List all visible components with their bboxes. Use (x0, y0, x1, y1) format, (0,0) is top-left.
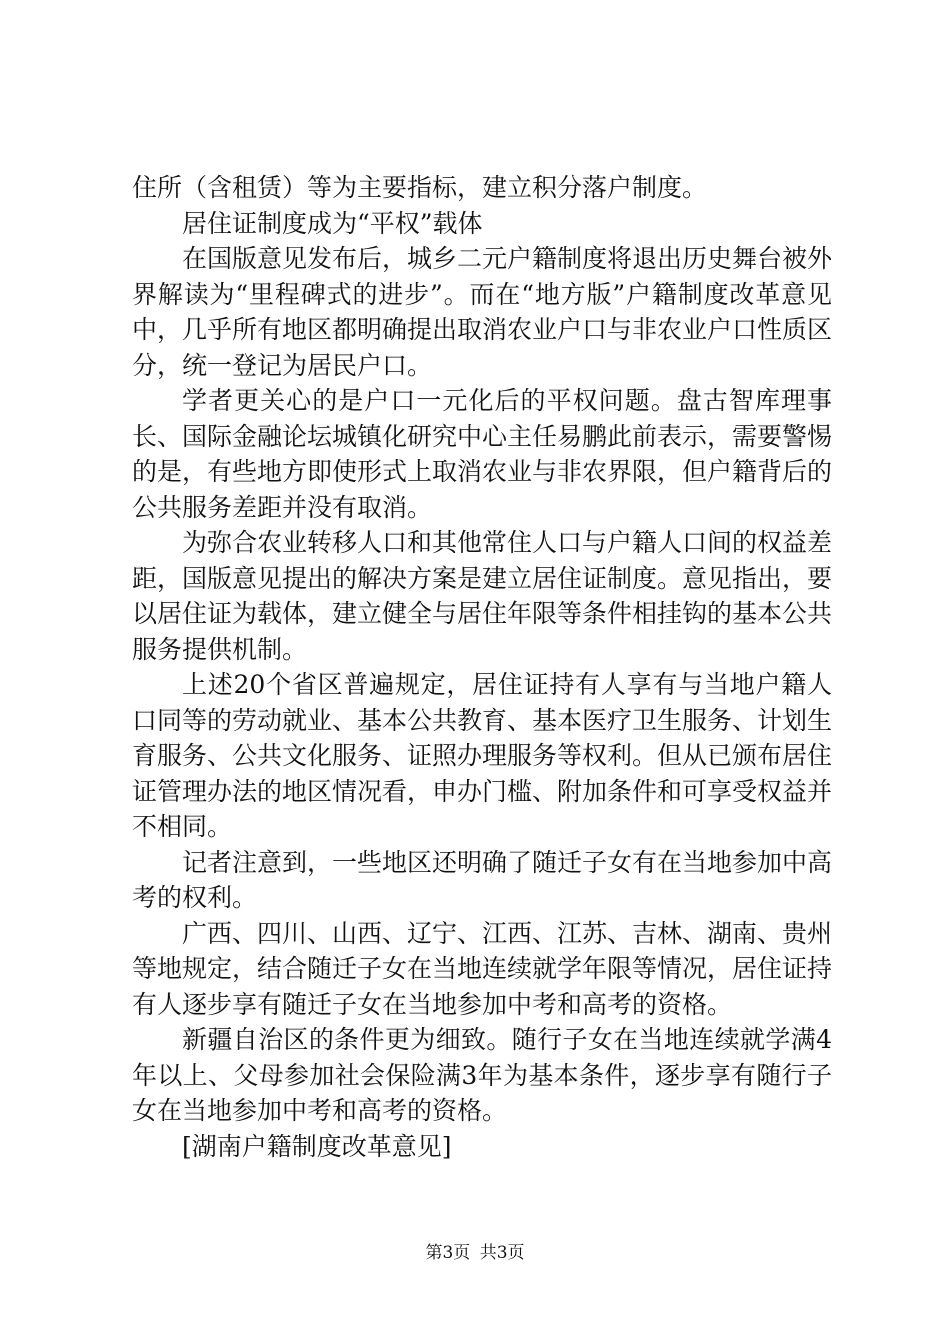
page-number: 第3页 (425, 1243, 471, 1263)
paragraph: 在国版意见发布后，城乡二元户籍制度将退出历史舞台被外界解读为“里程碑式的进步”。而在“地方版”户籍制度改革意见中，几乎所有地区都明确提出取消农业户口与非农业户口性质区分，统一登记为居民户口。 (132, 244, 833, 380)
page-total: 共3页 (479, 1243, 525, 1263)
document-body (132, 170, 832, 1164)
section-heading: 居住证制度成为“平权”载体 (182, 208, 483, 238)
related-link-text: [湖南户籍制度改革意见] (182, 1131, 452, 1161)
paragraph: 广西、四川、山西、辽宁、江西、江苏、吉林、湖南、贵州等地规定，结合随迁子女在当地连续就学年限等情况，居住证持有人逐步享有随迁子女在当地参加中考和高考的资格。 (132, 918, 833, 1019)
paragraph: 新疆自治区的条件更为细致。随行子女在当地连续就学满4年以上、父母参加社会保险满3年为基本条件，逐步享有随行子女在当地参加中考和高考的资格。 (132, 1025, 832, 1125)
paragraph: 为弥合农业转移人口和其他常住人口与户籍人口间的权益差距，国版意见提出的解决方案是建立居住证制度。意见指出，要以居住证为载体，建立健全与居住年限等条件相挂钩的基本公共服务提供机制。 (132, 528, 833, 664)
page-footer (0, 1242, 950, 1264)
paragraph: 上述20个省区普遍规定，居住证持有人享有与当地户籍人口同等的劳动就业、基本公共教育、基本医疗卫生服务、计划生育服务、公共文化服务、证照办理服务等权利。但从已颁布居住证管理办法的地区情况看，申办门槛、附加条件和可享受权益并不相同。 (132, 670, 833, 841)
paragraph: 住所（含租赁）等为主要指标，建立积分落户制度。 (132, 173, 708, 202)
paragraph: 记者注意到，一些地区还明确了随迁子女有在当地参加中高考的权利。 (132, 847, 833, 912)
paragraph: 学者更关心的是户口一元化后的平权问题。盘古智库理事长、国际金融论坛城镇化研究中心主任易鹏此前表示，需要警惕的是，有些地方即使形式上取消农业与非农界限，但户籍背后的公共服务差距并没有取消。 (132, 386, 833, 522)
